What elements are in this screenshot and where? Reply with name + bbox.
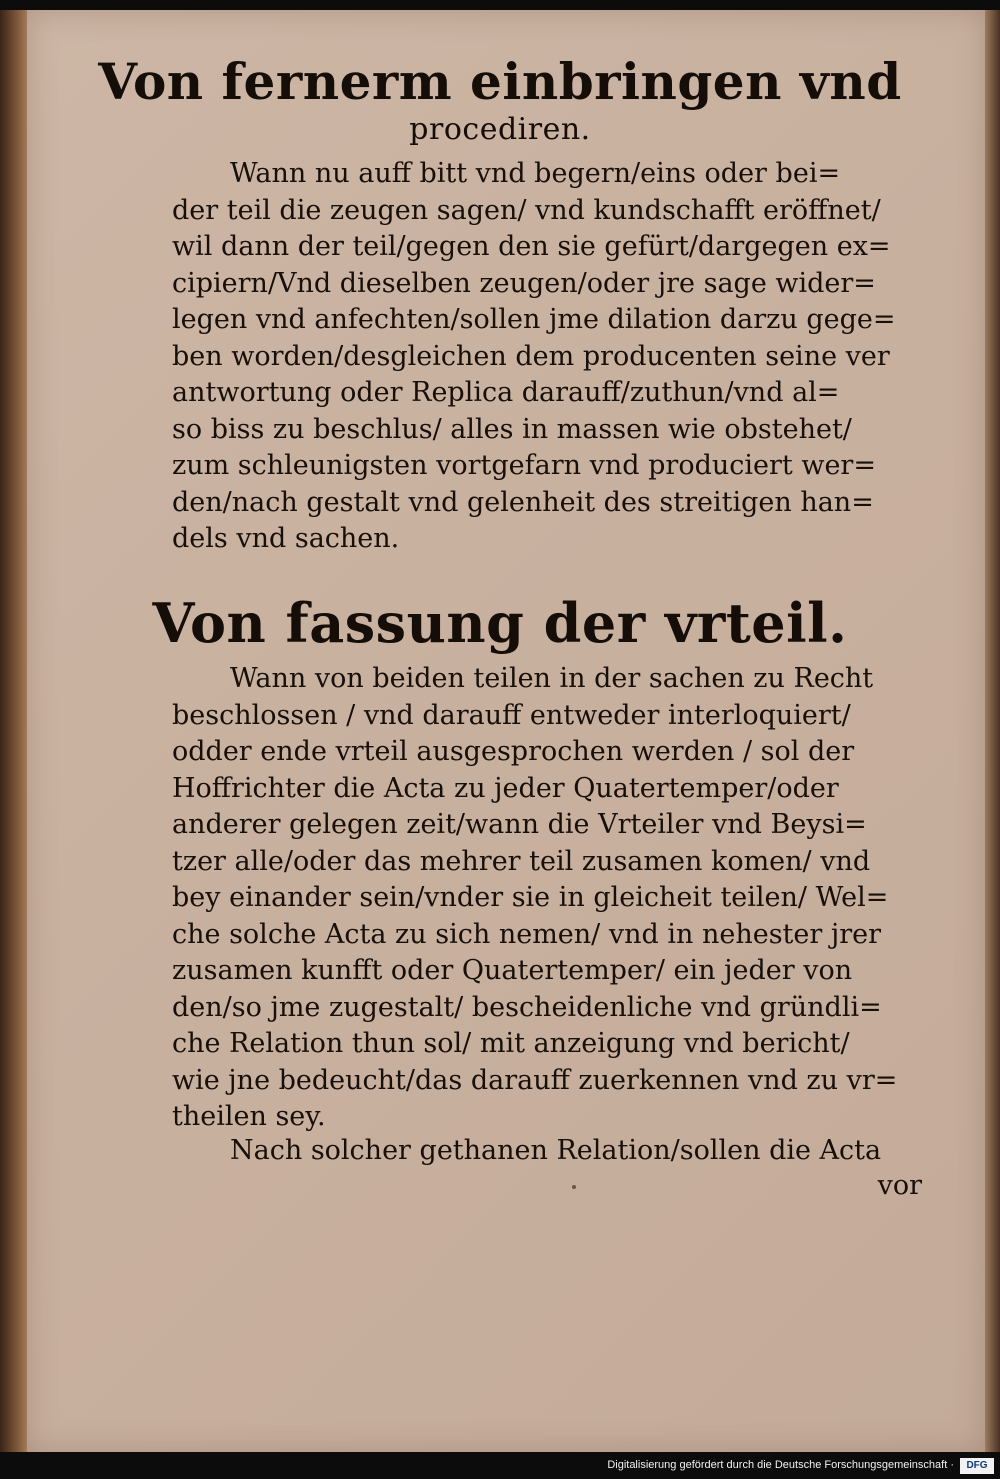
text-line: tzer alle/oder das mehrer teil zusamen komen/ vnd (172, 845, 871, 877)
text-line: wie jne bedeucht/das darauff zuerkennen vnd zu vr= (172, 1064, 898, 1096)
text-line: den/nach gestalt vnd gelenheit des streitigen han= (172, 486, 874, 518)
text-line: ben worden/desgleichen dem producenten seine ver (172, 340, 890, 372)
text-line: legen vnd anfechten/sollen jme dilation darzu gege= (172, 304, 896, 335)
section-heading-1: Von fernerm einbringen vnd (98, 52, 902, 111)
text-line: Nach solcher gethanen Relation/sollen die Acta (230, 1135, 882, 1166)
text-line: Hoffrichter die Acta zu jeder Quatertemper/oder (172, 772, 839, 804)
text-line: antwortung oder Replica darauff/zuthun/vnd al= (172, 377, 840, 408)
text-line: Wann nu auff bitt vnd begern/eins oder bei= (230, 158, 841, 189)
text-line: zusamen kunfft oder Quatertemper/ ein jeder von (172, 955, 853, 986)
section-heading-2: Von fassung der vrteil. (152, 591, 848, 655)
paragraph-1 (172, 156, 932, 558)
dfg-logo: DFG (960, 1458, 994, 1474)
text-line: so biss zu beschlus/ alles in massen wie obstehet/ (172, 413, 852, 445)
text-line: che solche Acta zu sich nemen/ vnd in nehester jrer (172, 918, 882, 950)
page-right-edge (985, 10, 1000, 1452)
text-line: zum schleunigsten vortgefarn vnd produciert wer= (172, 450, 876, 481)
paragraph-2 (172, 661, 932, 1136)
text-line: beschlossen / vnd darauff entweder interloquiert/ (172, 699, 851, 731)
catchword: vor (877, 1170, 922, 1201)
text-line: der teil die zeugen sagen/ vnd kundschafft eröffnet/ (172, 194, 881, 226)
footer-credit: Digitalisierung gefördert durch die Deutsche Forschungsgemeinschaft · (607, 1459, 954, 1471)
text-line: che Relation thun sol/ mit anzeigung vnd bericht/ (172, 1028, 850, 1059)
text-line: bey einander sein/vnder sie in gleicheit teilen/ Wel= (172, 882, 889, 913)
text-line: theilen sey. (172, 1101, 326, 1132)
text-line: dels vnd sachen. (172, 523, 400, 554)
text-line: den/so jme zugestalt/ bescheidenliche vnd gründli= (172, 991, 882, 1023)
text-line: Wann von beiden teilen in der sachen zu Recht (230, 663, 874, 694)
paper-speck (572, 1185, 576, 1189)
text-line: wil dann der teil/gegen den sie gefürt/dargegen ex= (172, 231, 891, 262)
text-line: cipiern/Vnd dieselben zeugen/oder jre sage wider= (172, 267, 876, 299)
digitization-footer (0, 1455, 1000, 1479)
text-line: odder ende vrteil ausgesprochen werden / sol der (172, 736, 855, 767)
text-line: anderer gelegen zeit/wann die Vrteiler vnd Beysi= (172, 809, 867, 840)
paragraph-3 (172, 1133, 932, 1170)
section-heading-1-continuation: procediren. (409, 112, 591, 147)
book-spine-edge (0, 10, 27, 1452)
